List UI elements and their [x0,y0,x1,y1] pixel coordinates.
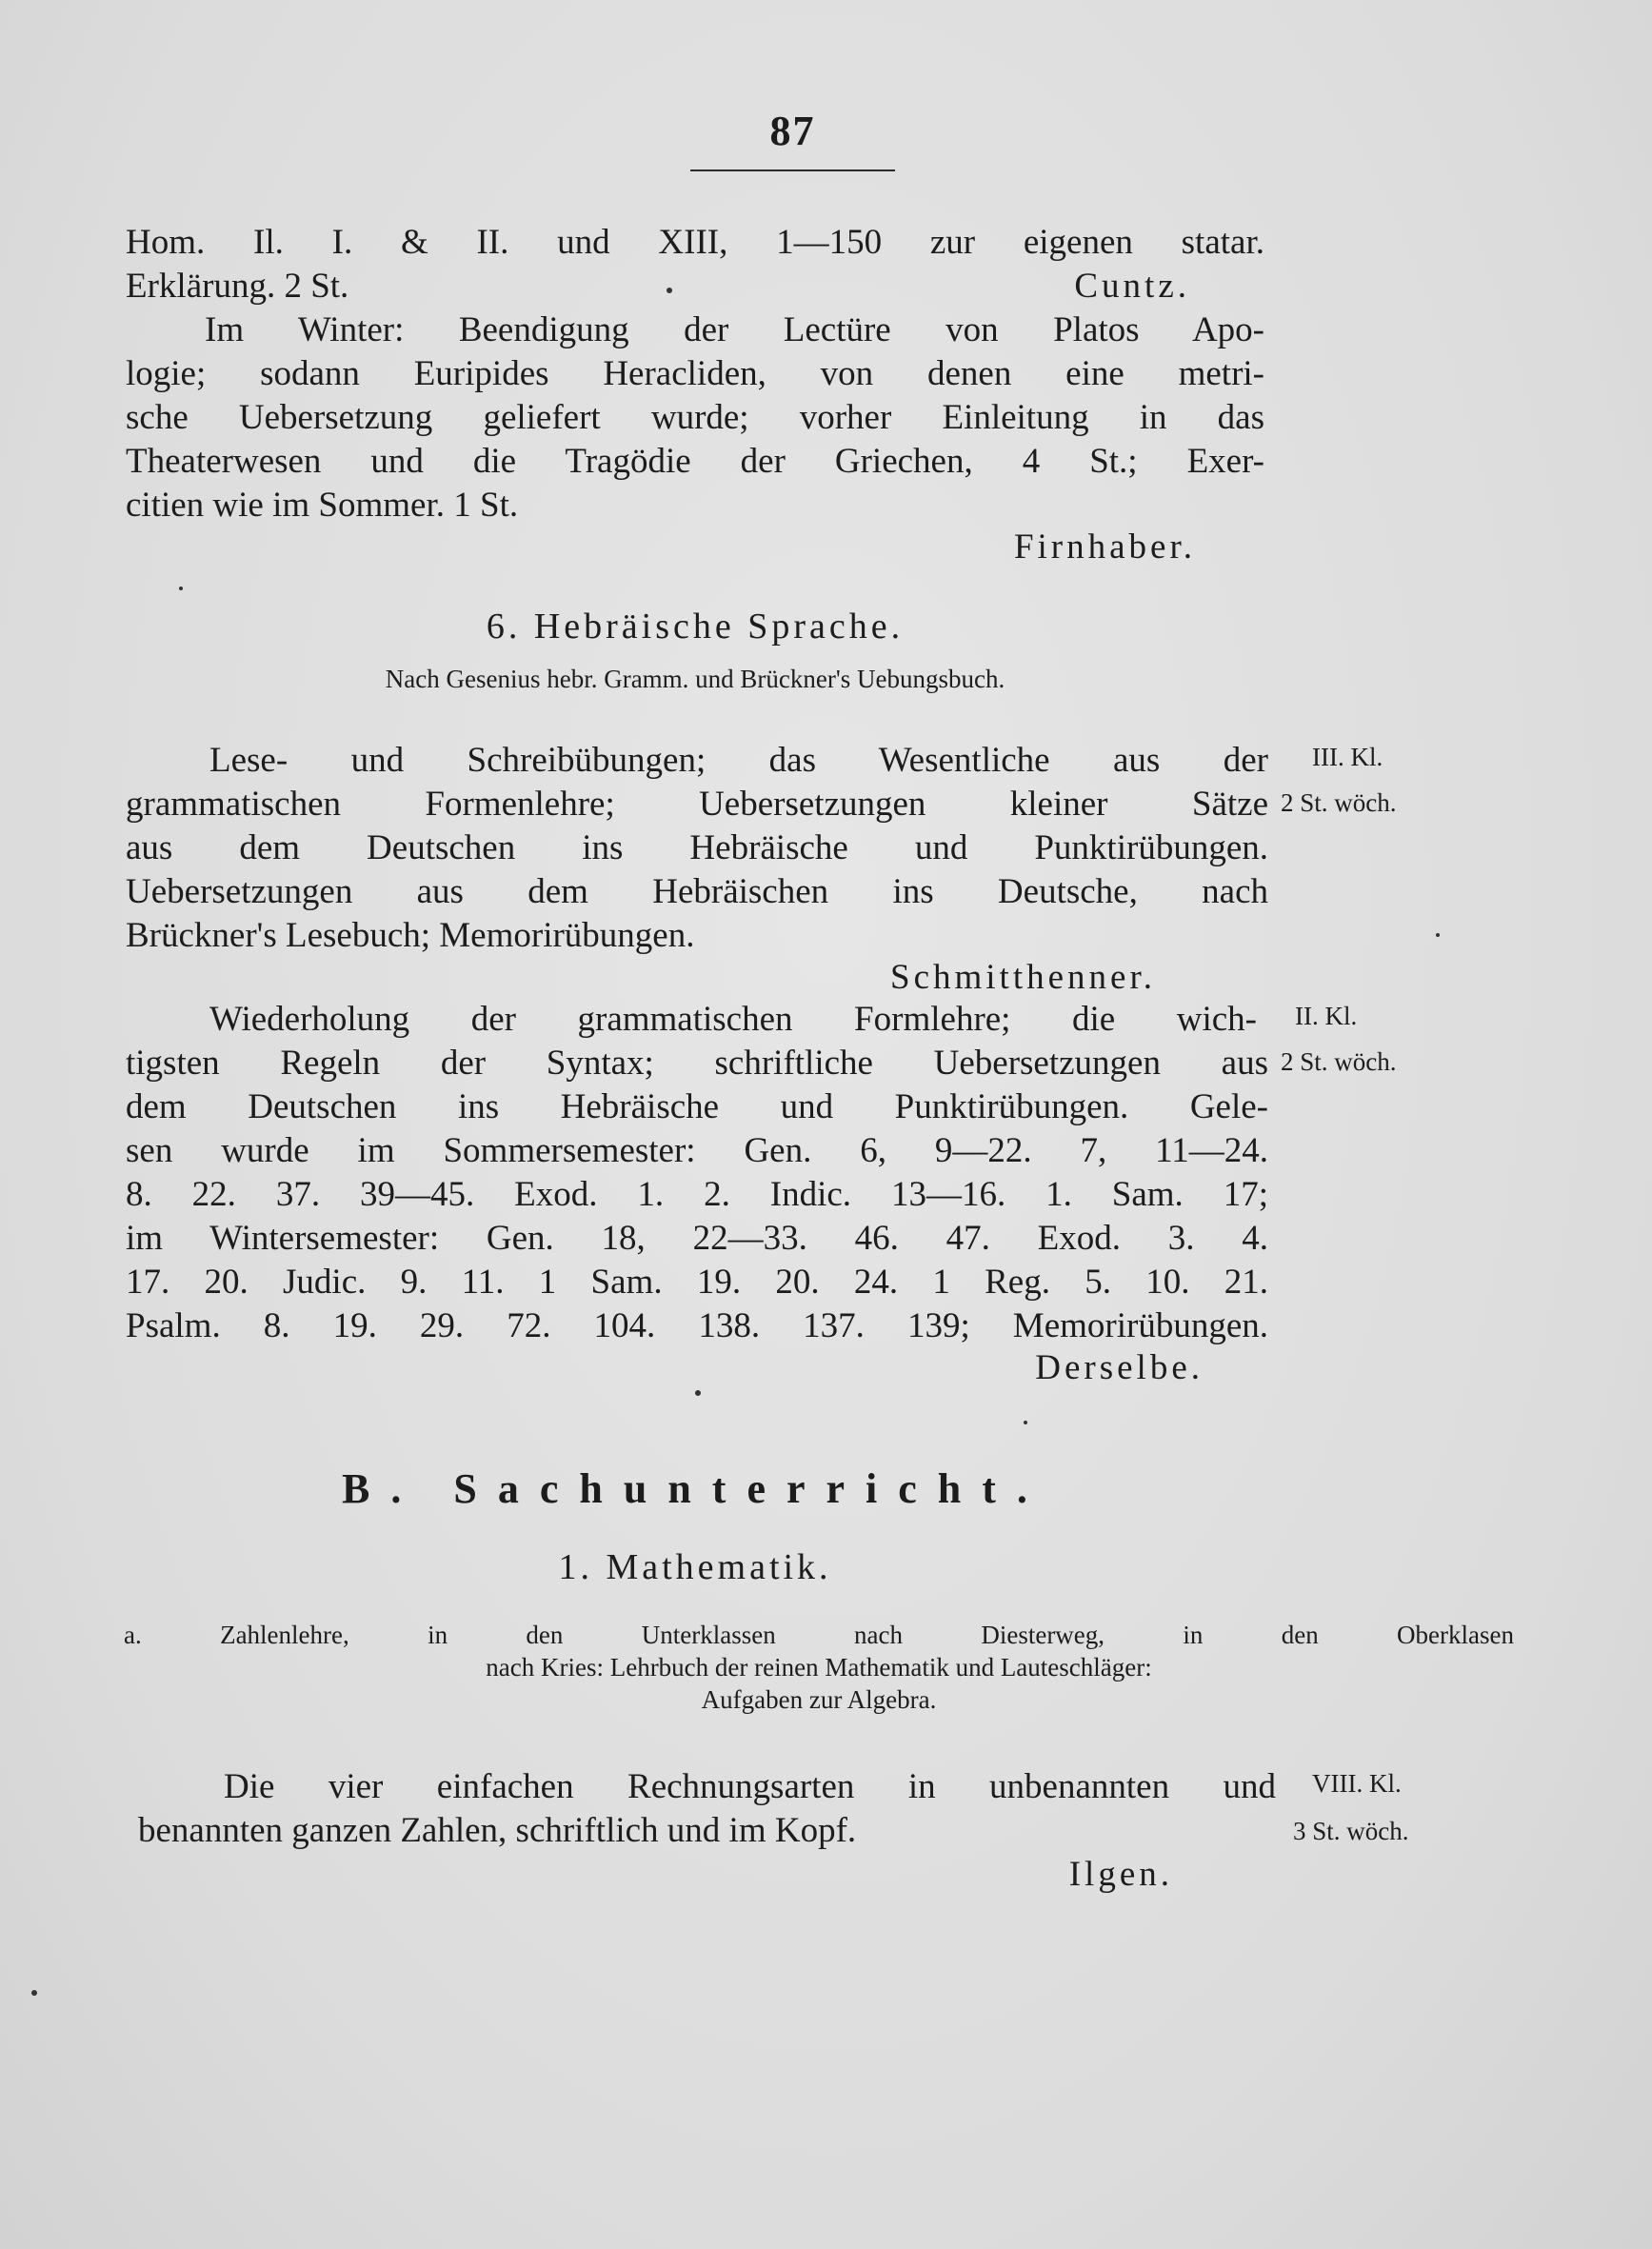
note-line: a. Zahlenlehre, in den Unterklassen nach Diesterweg, in den Oberklasen [124,1621,1514,1649]
section-b-heading: B. Sachunterricht. [342,1465,1048,1512]
margin-hours-label: 2 St. wöch. [1281,788,1397,817]
margin-class-label: II. Kl. [1295,1002,1358,1030]
print-speck [1024,1421,1027,1424]
print-speck [695,1390,701,1396]
margin-hours-label: 2 St. wöch. [1281,1047,1397,1076]
teacher-name: Ilgen. [1068,1855,1173,1894]
text-line: Hom. Il. I. & II. und XIII, 1—150 zur eigenen statar. [126,223,1264,262]
text-line: 8. 22. 37. 39—45. Exod. 1. 2. Indic. 13—16. 1. Sam. 17; [126,1175,1268,1214]
text-line: Psalm. 8. 19. 29. 72. 104. 138. 137. 139; Memorirübungen. [126,1306,1268,1345]
math-heading: 1. Mathematik. [558,1547,832,1587]
text-line: Uebersetzungen aus dem Hebräischen ins Deutsche, nach [126,872,1268,911]
print-speck [667,288,672,293]
note-line: Aufgaben zur Algebra. [701,1685,937,1714]
margin-hours-label: 3 St. wöch. [1293,1817,1409,1845]
text-line: aus dem Deutschen ins Hebräische und Punktirübungen. [126,828,1268,867]
text-line: sen wurde im Sommersemester: Gen. 6, 9—22. 7, 11—24. [126,1131,1268,1170]
print-speck [1436,933,1440,937]
note-line: nach Kries: Lehrbuch der reinen Mathematik und Lauteschläger: [486,1653,1152,1682]
teacher-name: Schmitthenner. [890,958,1156,997]
text-line: citien wie im Sommer. 1 St. [126,486,519,525]
text-line: Erklärung. 2 St. [126,267,349,306]
page-number-rule [690,169,895,171]
print-speck [179,587,183,590]
text-line: Theaterwesen und die Tragödie der Griechen, 4 St.; Exer- [126,442,1264,481]
teacher-name: Derselbe. [1035,1348,1204,1387]
text-line: Wiederholung der grammatischen Formlehre; die wich- [209,1000,1257,1039]
page-number: 87 [769,108,816,154]
teacher-name: Firnhaber. [1013,527,1196,567]
text-line: sche Uebersetzung geliefert wurde; vorher Einleitung in das [126,398,1264,437]
text-line: grammatischen Formenlehre; Uebersetzungen kleiner Sätze [126,785,1268,824]
text-line: benannten ganzen Zahlen, schriftlich und im Kopf. [138,1811,857,1850]
text-line: dem Deutschen ins Hebräische und Punktirübungen. Gele- [126,1087,1268,1126]
text-line: Die vier einfachen Rechnungsarten in unbenannten und [224,1767,1276,1806]
margin-class-label: VIII. Kl. [1312,1769,1402,1798]
section-subheading: Nach Gesenius hebr. Gramm. und Brückner's Uebungsbuch. [385,665,1005,693]
text-line: 17. 20. Judic. 9. 11. 1 Sam. 19. 20. 24. 1 Reg. 5. 10. 21. [126,1263,1268,1302]
section-heading: 6. Hebräische Sprache. [486,607,905,647]
text-line: logie; sodann Euripides Heracliden, von denen eine metri- [126,354,1264,393]
teacher-name: Cuntz. [1074,267,1190,306]
text-line: Lese- und Schreibübungen; das Wesentliche aus der [209,741,1268,780]
text-line: Im Winter: Beendigung der Lectüre von Platos Apo- [205,310,1264,349]
text-line: im Wintersemester: Gen. 18, 22—33. 46. 47. Exod. 3. 4. [126,1219,1268,1258]
text-line: Brückner's Lesebuch; Memorirübungen. [126,916,695,955]
print-speck [31,1990,37,1996]
text-line: tigsten Regeln der Syntax; schriftliche Uebersetzungen aus [126,1044,1268,1083]
margin-class-label: III. Kl. [1312,743,1383,771]
